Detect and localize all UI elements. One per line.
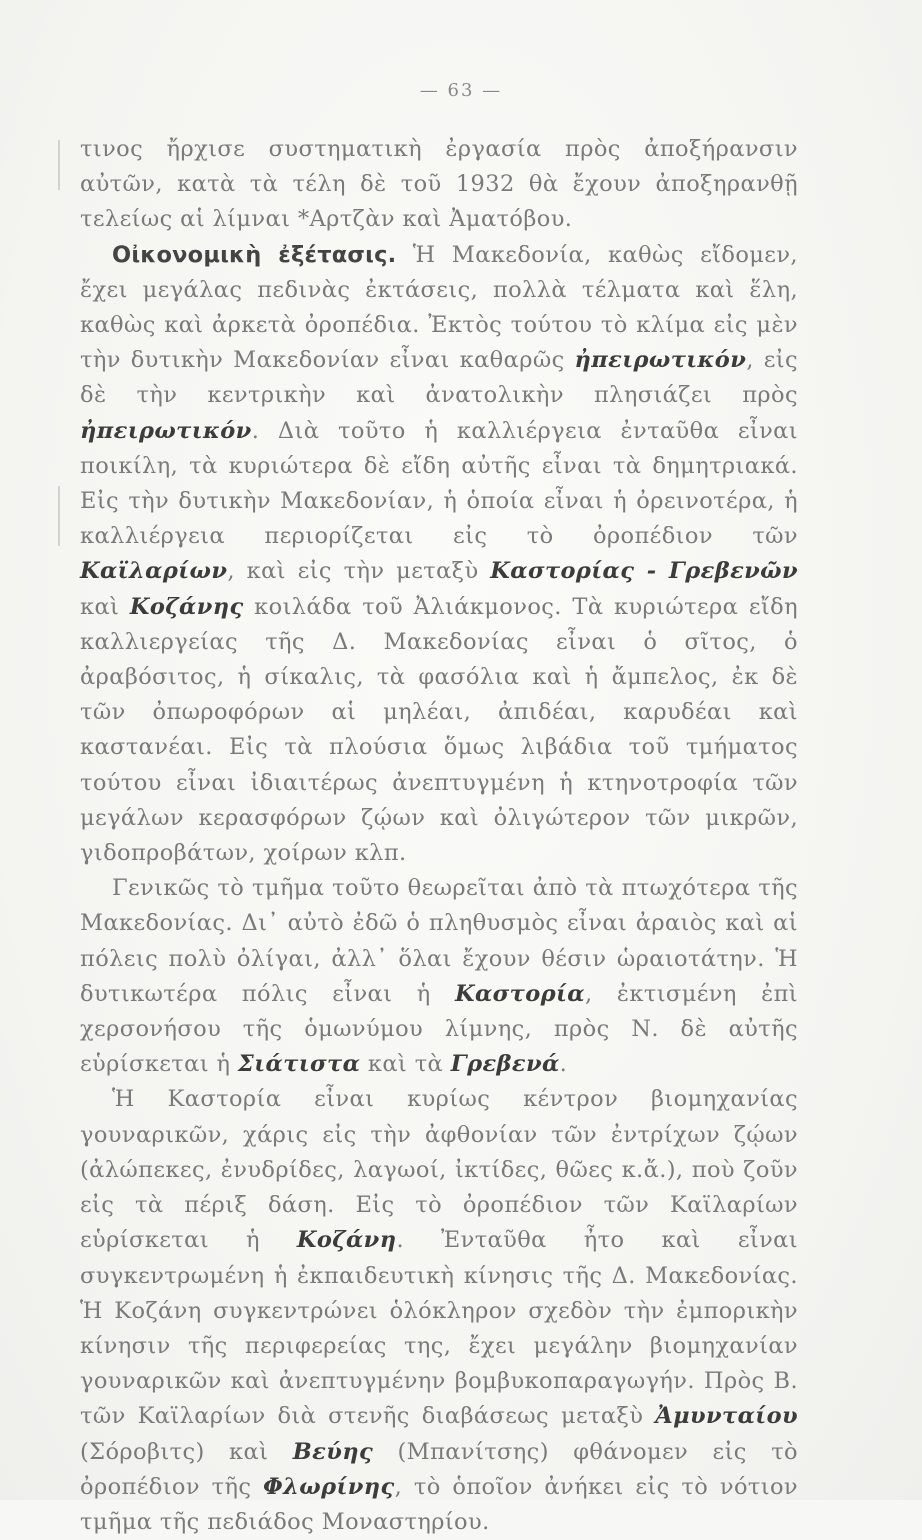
paragraph: τινος ἤρχισε συστηματικὴ ἐργασία πρὸς ἀποξήρανσιν αὐτῶν, κατὰ τὰ τέλη δὲ τοῦ 1932 θὰ ἔχουν ἀποξηρανθῇ τελείως αἱ λίμναι *Αρτζὰν καὶ Ἀματόβου. [80, 136, 798, 233]
page-number: — 63 — [419, 80, 503, 101]
paragraph: Ἡ Καστορία εἶναι κυρίως κέντρον βιομηχανίας γουναρικῶν, χάρις εἰς τὴν ἀφθονίαν τῶν ἐντρίχων ζῴων (ἀλώπεκες, ἐνυδρίδες, λαγωοί, ἰκτίδες, θῶες κ.ἄ.), ποὺ ζοῦν εἰς τὰ πέριξ δάση. Εἰς τὸ ὀροπέδιον τῶν Καϊλαρίων εὑρίσκεται ἡ Κοζάνη. Ἐνταῦθα ἦτο καὶ εἶναι συγκεντρωμένη ἡ ἐκπαιδευτικὴ κίνησις τῆς Δ. Μακεδονίας. Ἡ Κοζάνη συγκεντρώνει ὁλόκληρον σχεδὸν τὴν ἐμπορικὴν κίνησιν τῆς περιφερείας της, ἔχει μεγάλην βιομηχανίαν γουναρικῶν καὶ ἀνεπτυγμένην βομβυκοπαραγωγήν. Πρὸς Β. τῶν Καϊλαρίων διὰ στενῆς διαβάσεως μεταξὺ Ἀμυνταίου (Σόροβιτς) καὶ Βεύης (Μπανίτσης) φθάνομεν εἰς τὸ ὀροπέδιον τῆς Φλωρίνης, τὸ ὁποῖον ἀνήκει εἰς τὸ νότιον τμῆμα τῆς πεδιάδος Μοναστηρίου. [80, 1086, 798, 1535]
paragraph: Οἰκονομικὴ ἐξέτασις. Ἡ Μακεδονία, καθὼς εἴδομεν, ἔχει μεγάλας πεδινὰς ἐκτάσεις, πολλὰ τέλματα καὶ ἕλη, καθὼς καὶ ἀρκετὰ ὀροπέδια. Ἐκτὸς τούτου τὸ κλίμα εἰς μὲν τὴν δυτικὴν Μακεδονίαν εἶναι καθαρῶς ἠπειρωτικόν, εἰς δὲ τὴν κεντρικὴν καὶ ἀνατολικὴν πλησιάζει πρὸς ἠπειρωτικόν. Διὰ τοῦτο ἡ καλλιέργεια ἐνταῦθα εἶναι ποικίλη, τὰ κυριώτερα δὲ εἴδη αὐτῆς εἶναι τὰ δημητριακά. Εἰς τὴν δυτικὴν Μακεδονίαν, ἡ ὁποία εἶναι ἡ ὀρεινοτέρα, ἡ καλλιέργεια περιορίζεται εἰς τὸ ὀροπέδιον τῶν Καϊλαρίων, καὶ εἰς τὴν μεταξὺ Καστορίας - Γρεβενῶν καὶ Κοζάνης κοιλάδα τοῦ Ἀλιάκμονος. Τὰ κυριώτερα εἴδη καλλιεργείας τῆς Δ. Μακεδονίας εἶναι ὁ σῖτος, ὁ ἀραβόσιτος, ἡ σίκαλις, τὰ φασόλια καὶ ἡ ἄμπελος, ἐκ δὲ τῶν ὀπωροφόρων αἱ μηλέαι, ἀπιδέαι, καρυδέαι καὶ καστανέαι. Εἰς τὰ πλούσια ὅμως λιβάδια τοῦ τμήματος τούτου εἶναι ἰδιαιτέρως ἀνεπτυγμένη ἡ κτηνοτροφία τῶν μεγάλων κερασφόρων ζῴων καὶ ὀλιγώτερον τῶν μικρῶν, γιδοπροβάτων, χοίρων κλπ. [80, 241, 799, 867]
margin-mark [58, 486, 60, 546]
page-body [80, 132, 798, 1540]
section-heading: Οἰκονομικὴ ἐξέτασις. [112, 241, 397, 268]
paragraph: Γενικῶς τὸ τμῆμα τοῦτο θεωρεῖται ἀπὸ τὰ πτωχότερα τῆς Μακεδονίας. Δι᾿ αὐτὸ ἐδῶ ὁ πληθυσμὸς εἶναι ἀραιὸς καὶ αἱ πόλεις πολὺ ὀλίγαι, ἀλλ᾿ ὅλαι ἔχουν θέσιν ὡραιοτάτην. Ἡ δυτικωτέρα πόλις εἶναι ἡ Καστορία, ἐκτισμένη ἐπὶ χερσονήσου τῆς ὁμωνύμου λίμνης, πρὸς Ν. δὲ αὐτῆς εὑρίσκεται ἡ Σιάτιστα καὶ τὰ Γρεβενά. [80, 875, 798, 1078]
margin-mark [58, 140, 60, 190]
